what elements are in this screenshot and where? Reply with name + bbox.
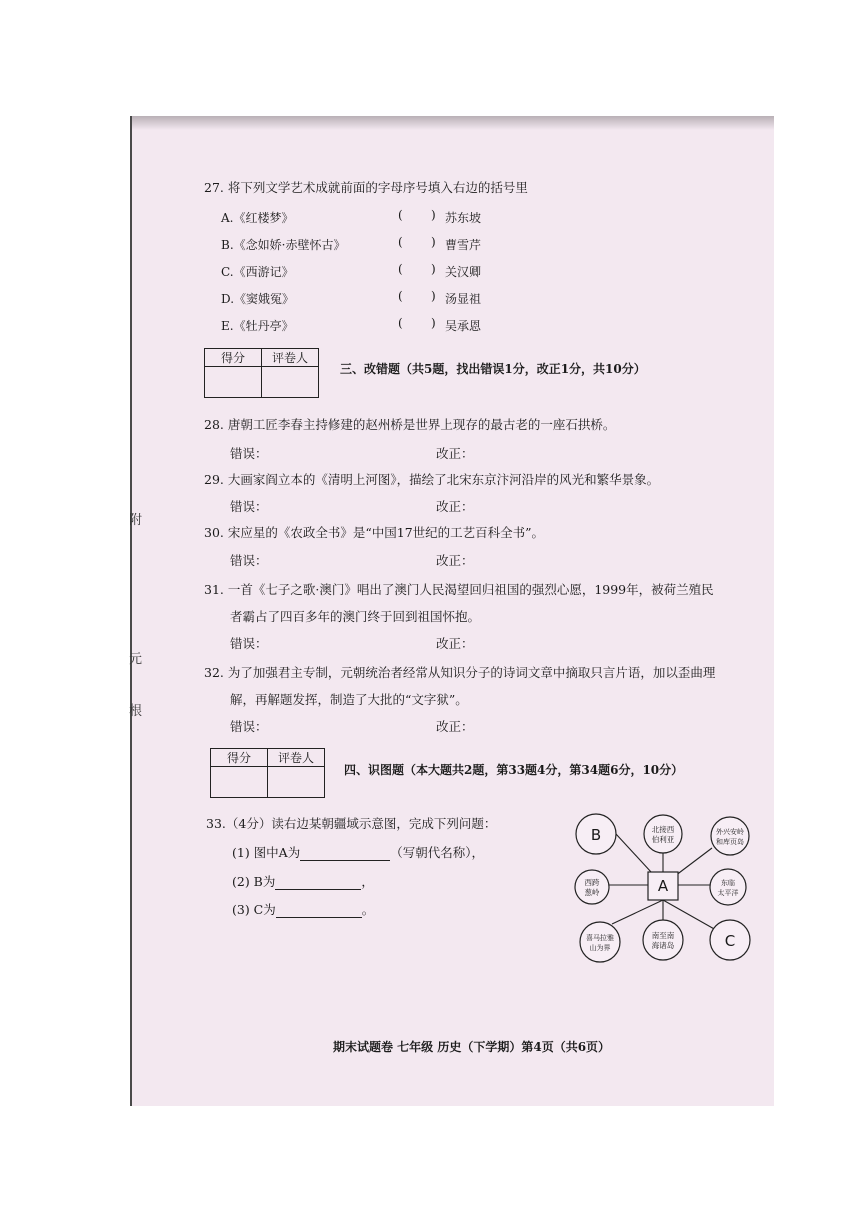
q32-text-line1: 32. 为了加强君主专制，元朝统治者经常从知识分子的诗词文章中摘取只言片语，加以歪曲理 — [204, 665, 716, 680]
grader-cell[interactable] — [262, 367, 319, 398]
q27-option-d: D.《窦娥冤》 — [221, 292, 295, 306]
q27-option-a: A.《红楼梦》 — [221, 211, 294, 225]
score-box-section3 — [204, 348, 319, 398]
q27-match-2: 曹雪芹 — [445, 238, 482, 252]
q33-sub2 — [232, 872, 374, 890]
score-cell[interactable] — [205, 367, 262, 398]
west-label-2: 葱岭 — [584, 888, 600, 897]
q28-correct-label: 改正： — [436, 446, 474, 461]
q28-text: 28. 唐朝工匠李春主持修建的赵州桥是世界上现存的最古老的一座石拱桥。 — [204, 417, 616, 432]
q27-option-c: C.《西游记》 — [221, 265, 294, 279]
side-char-1: 附 — [129, 513, 143, 528]
circle-east — [710, 869, 746, 905]
q30-text: 30. 宋应星的《农政全书》是“中国17世纪的工艺百科全书”。 — [204, 525, 545, 540]
grader-label: 评卷人 — [262, 349, 319, 367]
section4-title: 四、识图题（本大题共2题，第33题4分，第34题6分，10分） — [344, 763, 684, 777]
q31-correct-label: 改正： — [436, 636, 474, 651]
q27-paren-open: ( — [398, 316, 403, 330]
southwest-label-1: 喜马拉雅 — [586, 934, 614, 942]
grader-cell[interactable] — [268, 767, 325, 798]
score-label: 得分 — [211, 749, 268, 767]
q32-text-line2: 解，再解题发挥，制造了大批的“文字狱”。 — [230, 692, 468, 707]
southwest-label-2: 山为界 — [589, 944, 611, 952]
q33-sub1-suffix: （写朝代名称）， — [390, 845, 484, 860]
q27-match-5: 吴承恩 — [445, 319, 482, 333]
q27-paren-open: ( — [398, 289, 403, 303]
q27-match-3: 关汉卿 — [445, 265, 482, 279]
north-label-1: 北接西 — [651, 825, 675, 834]
q33-sub2-prefix: (2) B为 — [232, 874, 276, 889]
q31-text-line2: 者霸占了四百多年的澳门终于回到祖国怀抱。 — [230, 609, 481, 624]
circle-northeast — [711, 817, 749, 855]
circle-north — [644, 815, 682, 853]
northeast-label-1: 外兴安岭 — [716, 828, 744, 836]
q28-error-label: 错误： — [230, 446, 268, 461]
q33-sub3 — [232, 900, 374, 918]
q32-error-label: 错误： — [230, 719, 268, 734]
circle-southwest — [580, 922, 620, 962]
grader-label: 评卷人 — [268, 749, 325, 767]
circle-south — [643, 920, 683, 960]
q31-text-line1: 31. 一首《七子之歌·澳门》唱出了澳门人民渴望回归祖国的强烈心愿，1999年，被荷兰殖民 — [204, 582, 714, 597]
q27-paren-close: ) — [431, 262, 436, 276]
q29-error-label: 错误： — [230, 499, 268, 514]
east-label-2: 太平洋 — [717, 889, 739, 897]
q33-answer-1-blank[interactable] — [300, 845, 390, 861]
q27-paren-open: ( — [398, 208, 403, 222]
q33-sub1-prefix: (1) 图中A为 — [232, 845, 301, 860]
q33-sub1 — [232, 843, 484, 861]
north-label-2: 伯利亚 — [651, 835, 675, 844]
q32-correct-label: 改正： — [436, 719, 474, 734]
q33-sub3-prefix: (3) C为 — [232, 902, 276, 917]
q33-answer-2-blank[interactable] — [275, 874, 361, 890]
q31-error-label: 错误： — [230, 636, 268, 651]
score-cell[interactable] — [211, 767, 268, 798]
center-label: A — [657, 877, 669, 895]
q33-sub3-suffix: 。 — [361, 902, 375, 917]
south-label-2: 海诸岛 — [651, 941, 675, 950]
territory-diagram — [570, 812, 760, 982]
q30-error-label: 错误： — [230, 553, 268, 568]
q27-paren-close: ) — [431, 235, 436, 249]
section3-title: 三、改错题（共5题，找出错误1分，改正1分，共10分） — [340, 362, 646, 376]
label-c: C — [724, 932, 736, 950]
q27-paren-open: ( — [398, 262, 403, 276]
q27-match-1: 苏东坡 — [445, 211, 482, 225]
q29-text: 29. 大画家阎立本的《清明上河图》，描绘了北宋东京汴河沿岸的风光和繁华景象。 — [204, 472, 660, 487]
label-b: B — [590, 826, 602, 844]
q27-paren-close: ) — [431, 289, 436, 303]
q27-paren-open: ( — [398, 235, 403, 249]
q27-stem: 27. 将下列文学艺术成就前面的字母序号填入右边的括号里 — [204, 180, 528, 195]
q27-option-e: E.《牡丹亭》 — [221, 319, 294, 333]
q29-correct-label: 改正： — [436, 499, 474, 514]
circle-west — [575, 870, 609, 904]
west-label-1: 西跨 — [584, 878, 600, 887]
side-char-2: 元 — [129, 652, 143, 667]
east-label-1: 东临 — [721, 879, 735, 887]
q27-match-4: 汤显祖 — [445, 292, 482, 306]
south-label-1: 南至南 — [651, 931, 675, 940]
page-footer: 期末试题卷 七年级 历史（下学期）第4页（共6页） — [333, 1040, 611, 1054]
q33-stem: 33.（4分）读右边某朝疆域示意图，完成下列问题： — [206, 816, 497, 831]
q27-paren-close: ) — [431, 208, 436, 222]
q27-paren-close: ) — [431, 316, 436, 330]
northeast-label-2: 和库页岛 — [716, 838, 744, 846]
q27-option-b: B.《念如娇·赤壁怀古》 — [221, 238, 346, 252]
q33-answer-3-blank[interactable] — [276, 902, 362, 918]
q33-sub2-suffix: ， — [361, 874, 374, 889]
side-char-3: 根 — [129, 704, 143, 719]
score-label: 得分 — [205, 349, 262, 367]
score-box-section4 — [210, 748, 325, 798]
q30-correct-label: 改正： — [436, 553, 474, 568]
